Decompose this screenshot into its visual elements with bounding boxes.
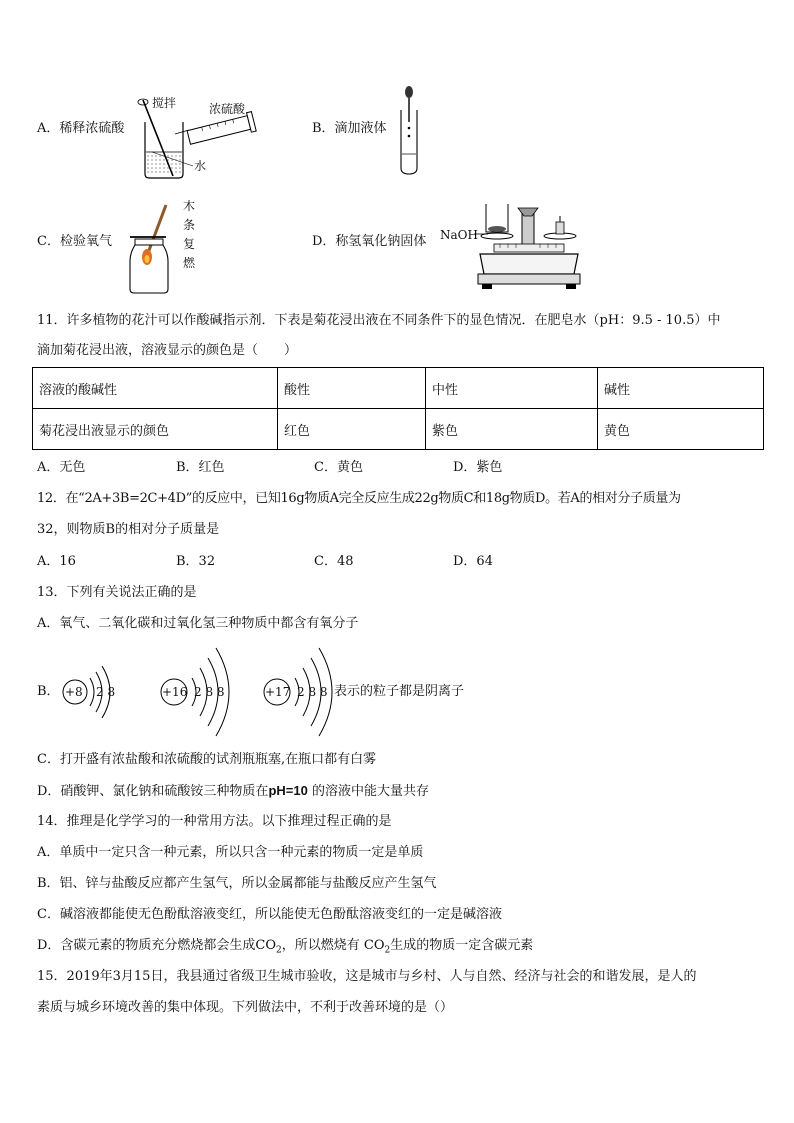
table-cell: 碱性 [598, 368, 764, 409]
table-row [33, 409, 764, 450]
q14-d-post: 生成的物质一定含碳元素 [390, 938, 534, 953]
q11-option-d[interactable]: D．紫色 [453, 460, 503, 475]
electron-shells: 2 8 [96, 685, 116, 699]
q10-c-label: C．检验氧气 [37, 234, 112, 249]
q10-a-label: A．稀释浓硫酸 [37, 121, 125, 136]
q11-color-table [32, 367, 764, 450]
q14-d-sub: 2 [276, 945, 282, 956]
q10-b-label: B．滴加液体 [312, 121, 387, 136]
q13-b-suffix: 表示的粒子都是阴离子 [334, 684, 465, 699]
q12-option-d[interactable]: D．64 [453, 554, 493, 569]
q12-option-a[interactable]: A．16 [37, 554, 76, 569]
q13-stem: 13．下列有关说法正确的是 [37, 585, 197, 600]
wood-label-2: 条 [183, 218, 196, 232]
q14-option-d[interactable] [37, 938, 533, 954]
q13-option-c[interactable]: C．打开盛有浓盐酸和浓硫酸的试剂瓶瓶塞,在瓶口都有白雾 [37, 752, 377, 767]
q12-stem-line1: 12．在“2A+3B=2C+4D”的反应中，已知16g物质A完全反应生成22g物质C和18g物质D。若A的相对分子质量为 [37, 491, 681, 506]
q11-option-b[interactable]: B．红色 [176, 460, 225, 475]
oxygen-test-figure [126, 203, 176, 295]
table-cell: 红色 [278, 409, 426, 450]
q10-d-label: D．称氢氧化钠固体 [312, 234, 427, 249]
q11-option-a[interactable]: A．无色 [37, 460, 86, 475]
q12-stem-line2: 32，则物质B的相对分子质量是 [37, 522, 220, 537]
q13-d-pre: D．硝酸钾、氯化钠和硫酸铵三种物质在 [37, 784, 269, 799]
q14-d-pre: D．含碳元素的物质充分燃烧都会生成CO [37, 938, 277, 953]
q14-d-mid: ，所以燃烧有 CO [281, 938, 385, 953]
q11-stem-line2: 滴加菊花浸出液，溶液显示的颜色是（ ） [37, 343, 298, 358]
q14-option-a[interactable]: A．单质中一定只含一种元素，所以只含一种元素的物质一定是单质 [37, 845, 424, 860]
table-cell: 酸性 [278, 368, 426, 409]
q13-d-ph: pH=10 [268, 783, 308, 798]
q13-d-post: 的溶液中能大量共存 [311, 784, 429, 799]
wood-label-1: 木 [183, 199, 196, 213]
q13-option-a[interactable]: A．氧气、二氧化碳和过氧化氢三种物质中都含有氧分子 [37, 616, 359, 631]
q13-option-d[interactable] [37, 783, 429, 800]
q14-option-b[interactable]: B．铝、锌与盐酸反应都产生氢气，所以金属都能与盐酸反应产生氢气 [37, 876, 437, 891]
q14-option-c[interactable]: C．碱溶液都能使无色酚酞溶液变红，所以能使无色酚酞溶液变红的一定是碱溶液 [37, 907, 502, 922]
wood-label-3: 复 [183, 237, 196, 251]
electron-shells: 2 8 8 [297, 685, 328, 699]
dropper-figure [395, 84, 425, 176]
q11-stem-line1: 11．许多植物的花汁可以作酸碱指示剂．下表是菊花浸出液在不同条件下的显色情况．在肥皂水（pH：9.5 - 10.5）中 [37, 313, 721, 328]
q15-stem-line1: 15．2019年3月15日，我县通过省级卫生城市验收，这是城市与乡村、人与自然、经济与社会的和谐发展，是人的 [37, 969, 697, 984]
q14-d-sub2: 2 [384, 945, 391, 956]
water-label: 水 [194, 159, 207, 173]
table-cell: 菊花浸出液显示的颜色 [33, 409, 278, 450]
q11-option-c[interactable]: C．黄色 [314, 460, 363, 475]
q12-option-c[interactable]: C．48 [314, 554, 354, 569]
table-cell: 黄色 [598, 409, 764, 450]
naoh-label: NaOH [440, 228, 478, 242]
q12-option-b[interactable]: B．32 [176, 554, 216, 569]
wood-label-4: 燃 [183, 256, 196, 270]
nucleus-charge: +8 [65, 685, 83, 699]
table-row [33, 368, 764, 409]
table-cell: 中性 [426, 368, 598, 409]
q14-stem: 14．推理是化学学习的一种常用方法。以下推理过程正确的是 [37, 814, 392, 829]
stir-label: 搅拌 [152, 96, 177, 110]
nucleus-charge: +17 [265, 685, 291, 699]
q13-b-label: B． [37, 684, 60, 699]
nucleus-charge: +16 [162, 685, 188, 699]
table-cell: 溶液的酸碱性 [33, 368, 278, 409]
q15-stem-line2: 素质与城乡环境改善的集中体现。下列做法中，不利于改善环境的是（） [37, 1000, 454, 1015]
table-cell: 紫色 [426, 409, 598, 450]
acid-label: 浓硫酸 [209, 102, 246, 116]
balance-figure [474, 196, 584, 292]
electron-shells: 2 8 8 [194, 685, 225, 699]
